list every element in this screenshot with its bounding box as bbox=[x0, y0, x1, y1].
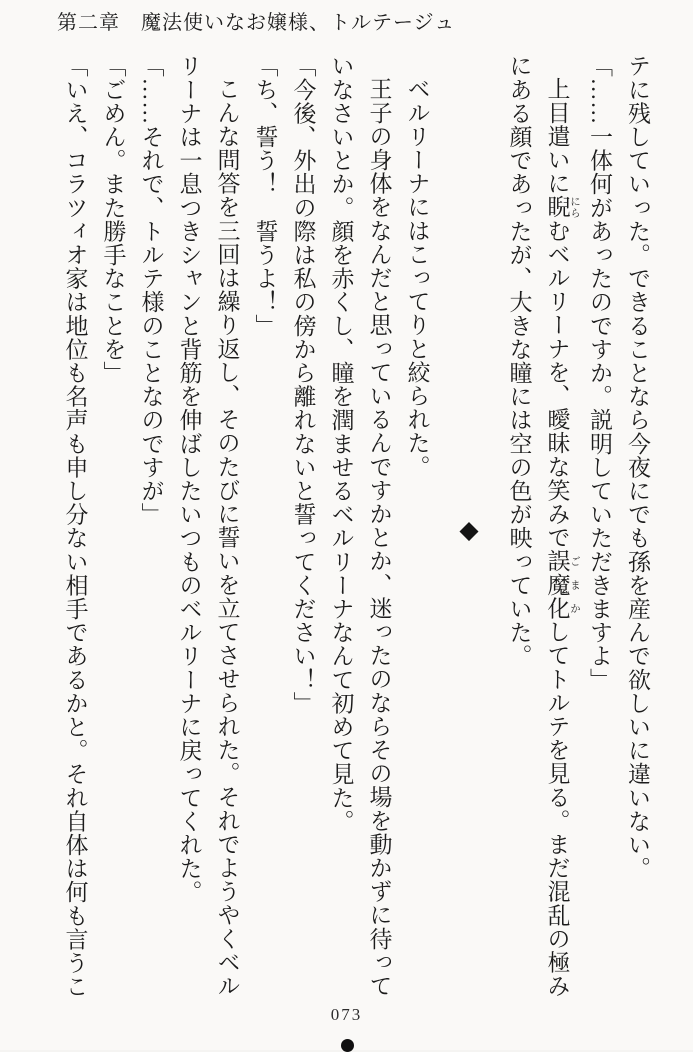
page-number: 073 bbox=[330, 1005, 363, 1024]
paragraph: 「ごめん。また勝手なことを」 bbox=[100, 54, 126, 385]
chapter-title: 魔法使いなお嬢様、トルテージュ bbox=[141, 12, 456, 34]
paragraph: 「……それで、トルテ様のことなのですが」 bbox=[138, 54, 164, 526]
text-columns bbox=[55, 54, 656, 1006]
chapter-header bbox=[57, 6, 455, 35]
paragraph: 「いえ、コラツィオ家は地位も名声も申し分ない相手であるかと。それ自体は何も言うこ bbox=[62, 54, 88, 998]
ruby-annotated-word: 睨 にら bbox=[544, 195, 580, 219]
paragraph: こんな問答を三回は繰り返し、そのたびに誓いを立てさせられた。それでようやくベルリーナは一息つきシャンと背筋を伸ばしたいつものベルリーナに戻ってくれた。 bbox=[176, 54, 240, 998]
paragraph: 王子の身体をなんだと思っているんですかとか、迷ったのならその場を動かずに待っていなさいとか。顔を赤くし、瞳を潤ませるベルリーナなんて初めて見た。 bbox=[328, 54, 392, 998]
chapter-number: 第二章 bbox=[57, 12, 120, 34]
page-marker-dot bbox=[341, 1039, 354, 1052]
paragraph: 「……一体何があったのですか。説明していただきますよ」 bbox=[587, 54, 612, 692]
paragraph: テに残していった。できることなら今夜にでも孫を産んで欲しいに違いない。 bbox=[625, 54, 650, 880]
paragraph: ベルリーナにはこってりと絞られた。 bbox=[404, 77, 430, 479]
section-separator: ◆ bbox=[454, 515, 482, 545]
paragraph: 上目遣いに睨 にらむベルリーナを、曖昧な笑みで誤魔化 ごまかしてトルテを見る。まだ混乱の極みにある顔であったが、大きな瞳には空の色が映っていた。 bbox=[506, 54, 580, 998]
paragraph: 「今後、外出の際は私の傍から離れないと誓ってください！」 bbox=[290, 54, 316, 715]
paragraph: 「ち、誓う！ 誓うよ！」 bbox=[252, 54, 278, 338]
ruby-annotated-word: 誤魔化 ごまか bbox=[544, 549, 580, 620]
